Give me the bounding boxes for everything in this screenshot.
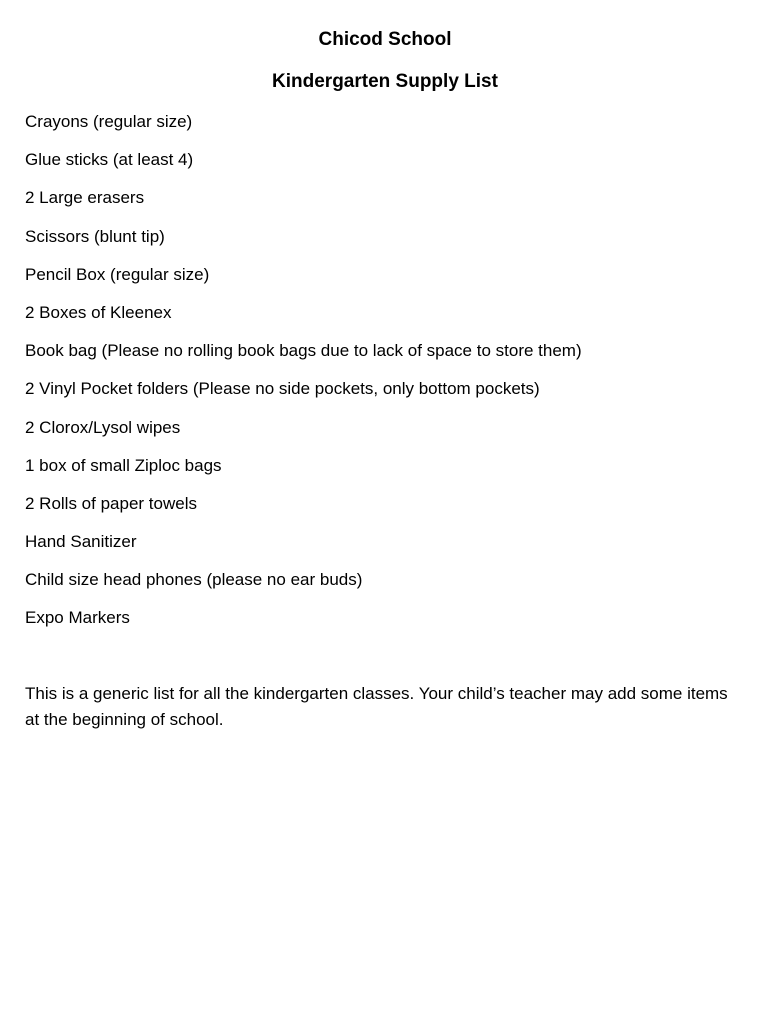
- supply-list: [25, 110, 745, 645]
- school-name-heading: Chicod School: [318, 29, 452, 50]
- supply-item: 1 box of small Ziploc bags: [25, 455, 222, 475]
- supply-item: 2 Boxes of Kleenex: [25, 302, 172, 322]
- supply-item: Glue sticks (at least 4): [25, 150, 194, 170]
- supply-item: 2 Vinyl Pocket folders (Please no side pockets, only bottom pockets): [25, 379, 540, 399]
- supply-item: Expo Markers: [25, 608, 130, 628]
- supply-item: 2 Large erasers: [25, 188, 145, 208]
- supply-item: 2 Rolls of paper towels: [25, 493, 197, 513]
- supply-item: Scissors (blunt tip): [25, 226, 165, 246]
- supply-item: Hand Sanitizer: [25, 532, 137, 552]
- supply-list-heading: Kindergarten Supply List: [272, 71, 498, 92]
- supply-item: 2 Clorox/Lysol wipes: [25, 417, 181, 437]
- supply-item: Book bag (Please no rolling book bags due to lack of space to store them): [25, 341, 582, 361]
- supply-item: Child size head phones (please no ear buds): [25, 570, 363, 590]
- teacher-note: This is a generic list for all the kindergarten classes. Your child’s teacher may add some items at the beginning of school.: [25, 684, 728, 729]
- supply-item: Crayons (regular size): [25, 112, 193, 131]
- supply-item: Pencil Box (regular size): [25, 264, 210, 284]
